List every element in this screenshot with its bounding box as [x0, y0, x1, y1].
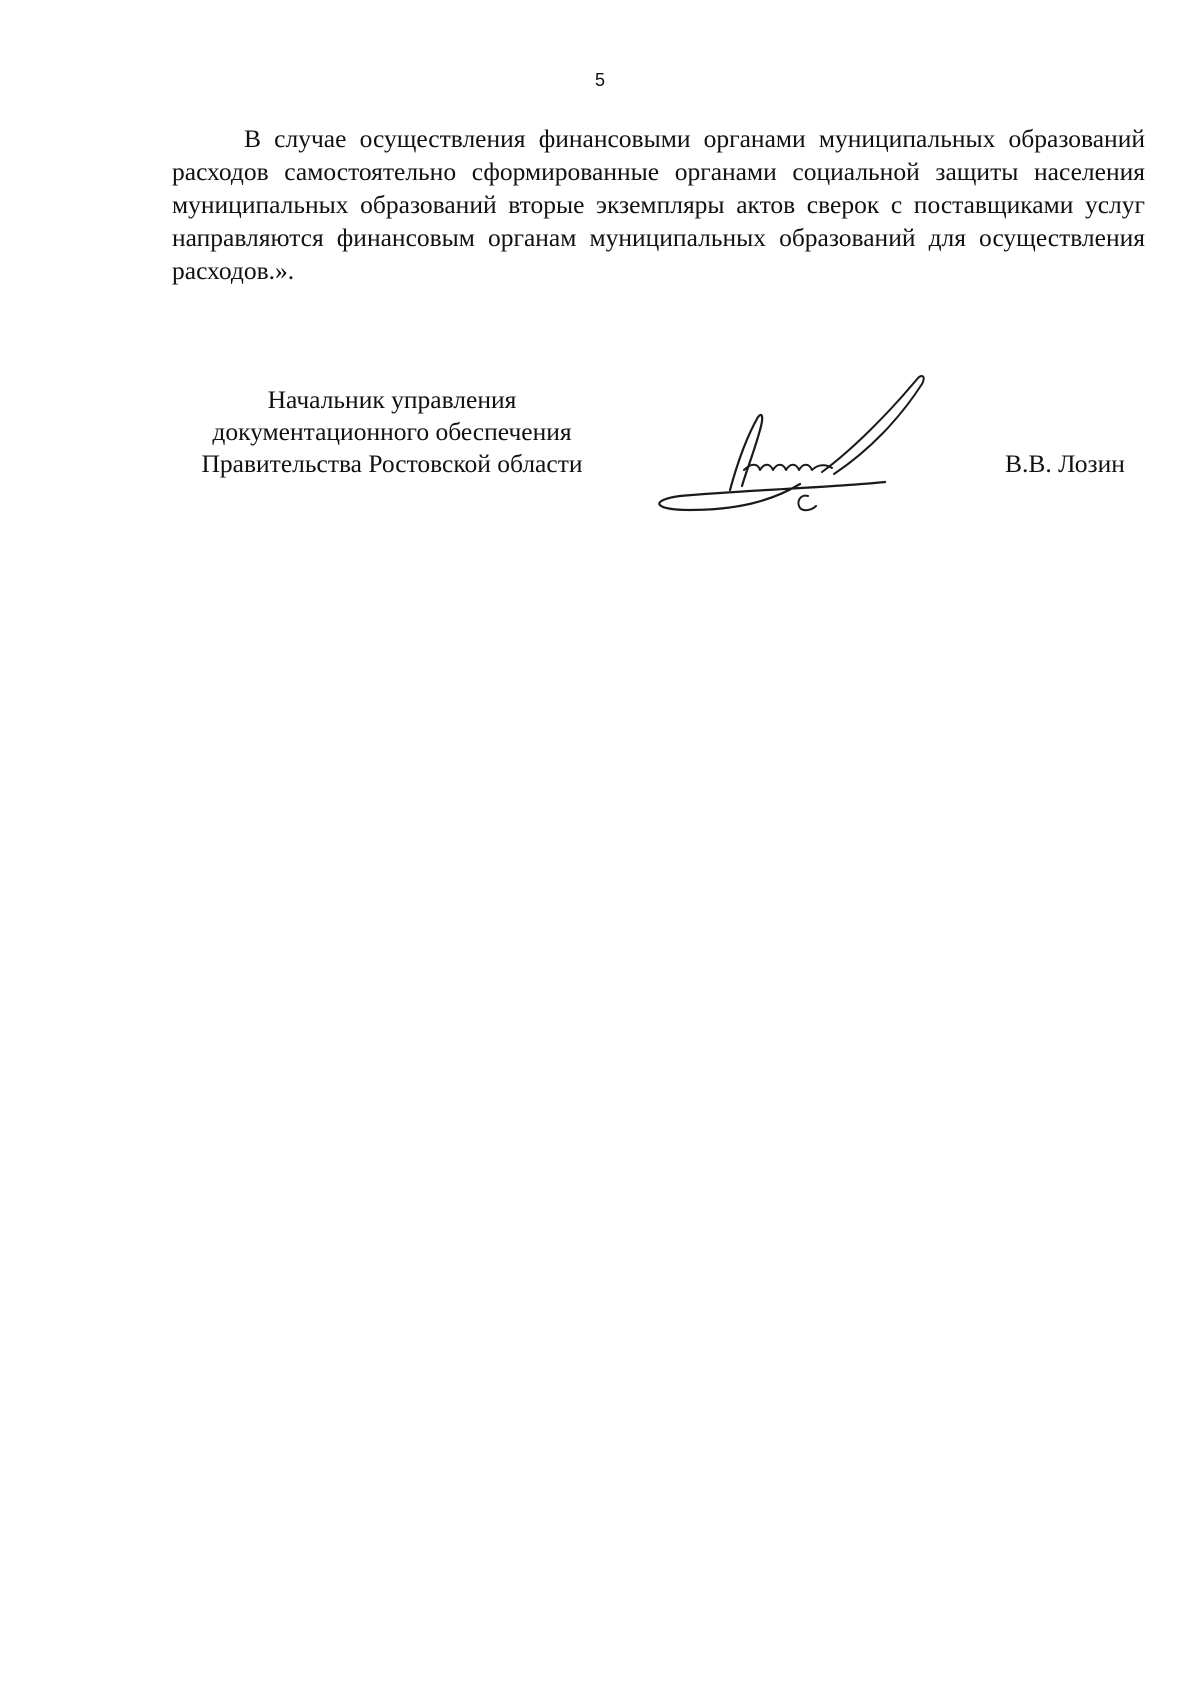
signatory-position-line-3: Правительства Ростовской области [201, 449, 583, 478]
handwritten-signature [650, 372, 990, 522]
signatory-position-line-2: документационного обеспечения [212, 417, 572, 446]
page-number: 5 [594, 70, 605, 90]
closing-paragraph: В случае осуществления финансовыми органами муниципальных образований расходов самостоятельно сформированные органами социальной защиты населения муниципальных образований вторые экземпляры актов сверок с поставщиками услуг направляются финансовым органам муниципальных образований для осуществления расходов.». [172, 124, 1145, 285]
signatory-position [172, 384, 612, 480]
signature-stroke-flourish [822, 376, 924, 474]
signature-stroke-humps [744, 465, 832, 470]
signer-name: В.В. Лозин [1005, 449, 1125, 478]
signature-stroke-hook [798, 496, 816, 510]
signature-stroke-loop [659, 482, 885, 510]
signature-stroke-stem [730, 415, 762, 490]
signatory-position-line-1: Начальник управления [267, 385, 517, 414]
